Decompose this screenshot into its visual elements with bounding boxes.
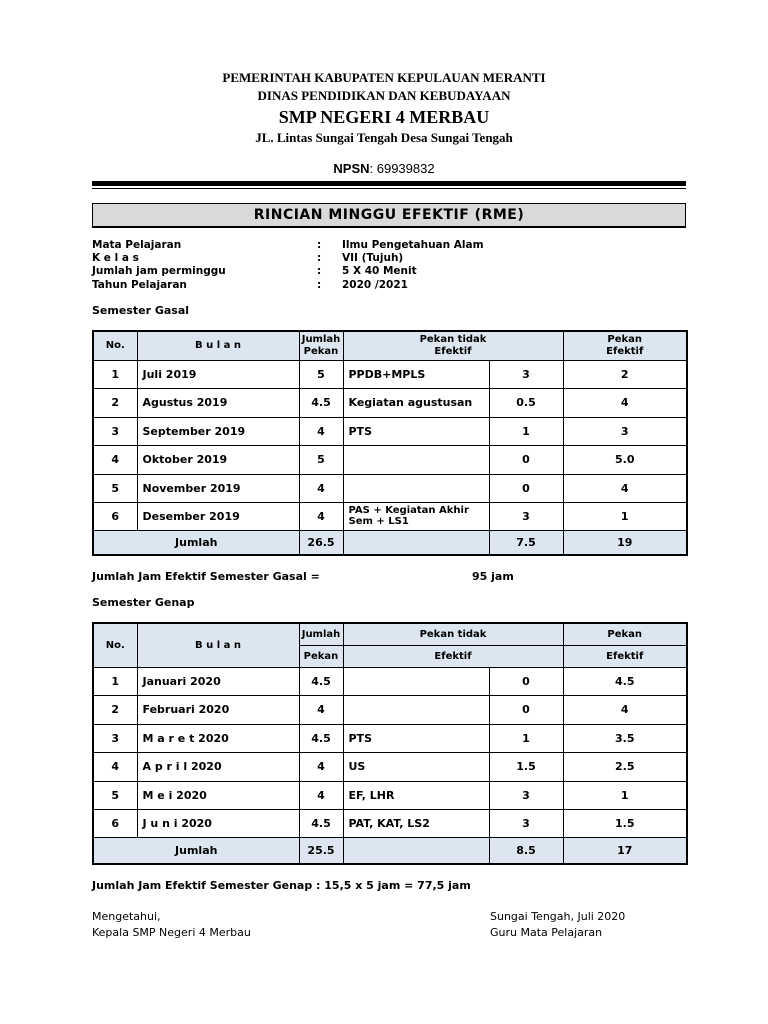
header-tidak-1: Pekan tidak [343, 623, 563, 645]
cell-tidak: 0 [489, 667, 563, 695]
cell-no: 2 [93, 695, 137, 724]
cell-bulan: A p r i l 2020 [137, 752, 299, 781]
npsn-value: : 69939832 [369, 161, 435, 176]
sign-left-line2: Kepala SMP Negeri 4 Merbau [92, 926, 251, 939]
cell-efektif: 4 [563, 695, 687, 724]
cell-bulan: Agustus 2019 [137, 388, 299, 417]
cell-efektif: 1.5 [563, 809, 687, 837]
header-jumlah-1: Jumlah [299, 623, 343, 645]
cell-tidak: 1 [489, 724, 563, 752]
cell-keterangan: EF, LHR [343, 781, 489, 809]
header-efektif-1: Pekan [563, 623, 687, 645]
footer-label: Jumlah [93, 530, 299, 555]
cell-efektif: 2 [563, 360, 687, 388]
document-title: RINCIAN MINGGU EFEKTIF (RME) [92, 203, 686, 228]
table-footer [93, 530, 687, 555]
cell-bulan: Februari 2020 [137, 695, 299, 724]
cell-efektif: 3 [563, 417, 687, 445]
kop-divider-thick [92, 181, 686, 186]
summary-gasal-label: Jumlah Jam Efektif Semester Gasal = [92, 570, 320, 583]
cell-bulan: Desember 2019 [137, 502, 299, 530]
cell-keterangan: PTS [343, 417, 489, 445]
cell-keterangan [343, 445, 489, 474]
header-tidak-efektif [343, 331, 563, 360]
table-row [93, 724, 687, 752]
cell-jumlah: 5 [299, 445, 343, 474]
cell-bulan: J u n i 2020 [137, 809, 299, 837]
header-no: No. [93, 331, 137, 360]
cell-no: 1 [93, 667, 137, 695]
footer-blank [343, 530, 489, 555]
info-value: VII (Tujuh) [342, 252, 404, 264]
header-no: No. [93, 623, 137, 667]
header-tidak-2: Efektif [434, 345, 472, 357]
info-label: Tahun Pelajaran [92, 279, 187, 291]
info-label: Mata Pelajaran [92, 239, 182, 251]
info-label: Jumlah jam perminggu [92, 265, 226, 277]
sign-left-line1: Mengetahui, [92, 910, 161, 923]
info-colon: : [317, 265, 322, 277]
header-tidak-1: Pekan tidak [419, 333, 487, 345]
cell-bulan: Januari 2020 [137, 667, 299, 695]
table-row [93, 502, 687, 530]
header-efektif [563, 331, 687, 360]
info-value: 2020 /2021 [342, 279, 408, 291]
cell-tidak: 3 [489, 781, 563, 809]
table-genap [92, 622, 688, 865]
sign-right-line1: Sungai Tengah, Juli 2020 [490, 910, 626, 923]
cell-tidak: 3 [489, 809, 563, 837]
cell-efektif: 1 [563, 502, 687, 530]
cell-no: 3 [93, 417, 137, 445]
cell-tidak: 0 [489, 445, 563, 474]
table-row [93, 360, 687, 388]
table-row [93, 781, 687, 809]
table-row [93, 809, 687, 837]
table-gasal [92, 330, 688, 556]
cell-keterangan: Kegiatan agustusan [343, 388, 489, 417]
cell-efektif: 4 [563, 474, 687, 502]
footer-label: Jumlah [93, 837, 299, 864]
header-efektif-2: Efektif [563, 645, 687, 667]
cell-tidak: 0 [489, 695, 563, 724]
table-row [93, 667, 687, 695]
cell-keterangan: PTS [343, 724, 489, 752]
info-colon: : [317, 252, 322, 264]
table-row [93, 474, 687, 502]
table-header [93, 623, 687, 645]
footer-tidak: 7.5 [489, 530, 563, 555]
info-colon: : [317, 279, 322, 291]
cell-no: 6 [93, 809, 137, 837]
header-bulan: B u l a n [137, 331, 299, 360]
header-jumlah [299, 331, 343, 360]
cell-keterangan: PPDB+MPLS [343, 360, 489, 388]
header-tidak-2: Efektif [343, 645, 563, 667]
cell-efektif: 1 [563, 781, 687, 809]
section-label-gasal: Semester Gasal [92, 304, 190, 317]
footer-jumlah: 26.5 [299, 530, 343, 555]
cell-bulan: November 2019 [137, 474, 299, 502]
cell-efektif: 2.5 [563, 752, 687, 781]
cell-bulan: M a r e t 2020 [137, 724, 299, 752]
cell-tidak: 3 [489, 360, 563, 388]
info-colon: : [317, 239, 322, 251]
cell-keterangan [343, 474, 489, 502]
cell-jumlah: 4 [299, 752, 343, 781]
table-row [93, 445, 687, 474]
table-row [93, 417, 687, 445]
kop-government: PEMERINTAH KABUPATEN KEPULAUAN MERANTI [222, 70, 546, 85]
info-label: K e l a s [92, 252, 139, 264]
cell-efektif: 4.5 [563, 667, 687, 695]
cell-keterangan: PAS + Kegiatan Akhir Sem + LS1 [343, 502, 489, 530]
cell-keterangan: US [343, 752, 489, 781]
cell-no: 5 [93, 474, 137, 502]
cell-jumlah: 4.5 [299, 724, 343, 752]
info-value: 5 X 40 Menit [342, 265, 417, 277]
cell-bulan: M e i 2020 [137, 781, 299, 809]
cell-tidak: 0 [489, 474, 563, 502]
cell-no: 1 [93, 360, 137, 388]
table-header [93, 331, 687, 360]
cell-no: 6 [93, 502, 137, 530]
cell-jumlah: 4 [299, 695, 343, 724]
cell-jumlah: 4 [299, 417, 343, 445]
footer-tidak: 8.5 [489, 837, 563, 864]
cell-jumlah: 4.5 [299, 388, 343, 417]
header-efektif-1: Pekan [607, 333, 643, 345]
cell-tidak: 0.5 [489, 388, 563, 417]
table-footer [93, 837, 687, 864]
sign-right-line2: Guru Mata Pelajaran [490, 926, 603, 939]
cell-jumlah: 4 [299, 474, 343, 502]
cell-tidak: 1 [489, 417, 563, 445]
kop-school-name: SMP NEGERI 4 MERBAU [278, 107, 490, 127]
table-row [93, 695, 687, 724]
cell-jumlah: 4 [299, 781, 343, 809]
cell-keterangan [343, 695, 489, 724]
cell-no: 4 [93, 445, 137, 474]
header-efektif-2: Efektif [606, 345, 644, 357]
cell-no: 4 [93, 752, 137, 781]
footer-jumlah: 25.5 [299, 837, 343, 864]
cell-jumlah: 5 [299, 360, 343, 388]
footer-efektif: 19 [563, 530, 687, 555]
cell-efektif: 3.5 [563, 724, 687, 752]
npsn-label: NPSN [333, 161, 370, 176]
table-row [93, 388, 687, 417]
table-row [93, 752, 687, 781]
cell-no: 5 [93, 781, 137, 809]
cell-tidak: 3 [489, 502, 563, 530]
cell-jumlah: 4 [299, 502, 343, 530]
summary-genap: Jumlah Jam Efektif Semester Genap : 15,5 x 5 jam = 77,5 jam [92, 879, 471, 892]
footer-blank [343, 837, 489, 864]
header-jumlah-2: Pekan [299, 645, 343, 667]
cell-bulan: Juli 2019 [137, 360, 299, 388]
info-value: Ilmu Pengetahuan Alam [342, 239, 484, 251]
summary-gasal-value: 95 jam [472, 570, 514, 583]
kop-department: DINAS PENDIDIKAN DAN KEBUDAYAAN [257, 88, 511, 103]
cell-bulan: September 2019 [137, 417, 299, 445]
section-label-genap: Semester Genap [92, 596, 195, 609]
header-bulan: B u l a n [137, 623, 299, 667]
header-jumlah-1: Jumlah [301, 333, 341, 345]
cell-no: 2 [93, 388, 137, 417]
cell-bulan: Oktober 2019 [137, 445, 299, 474]
cell-tidak: 1.5 [489, 752, 563, 781]
cell-efektif: 5.0 [563, 445, 687, 474]
cell-keterangan [343, 667, 489, 695]
cell-no: 3 [93, 724, 137, 752]
footer-efektif: 17 [563, 837, 687, 864]
kop-npsn [0, 161, 768, 176]
cell-keterangan: PAT, KAT, LS2 [343, 809, 489, 837]
cell-jumlah: 4.5 [299, 667, 343, 695]
header-jumlah-2: Pekan [303, 345, 339, 357]
kop-address: JL. Lintas Sungai Tengah Desa Sungai Tengah [255, 130, 513, 145]
kop-divider-thin [92, 188, 686, 189]
cell-efektif: 4 [563, 388, 687, 417]
cell-jumlah: 4.5 [299, 809, 343, 837]
